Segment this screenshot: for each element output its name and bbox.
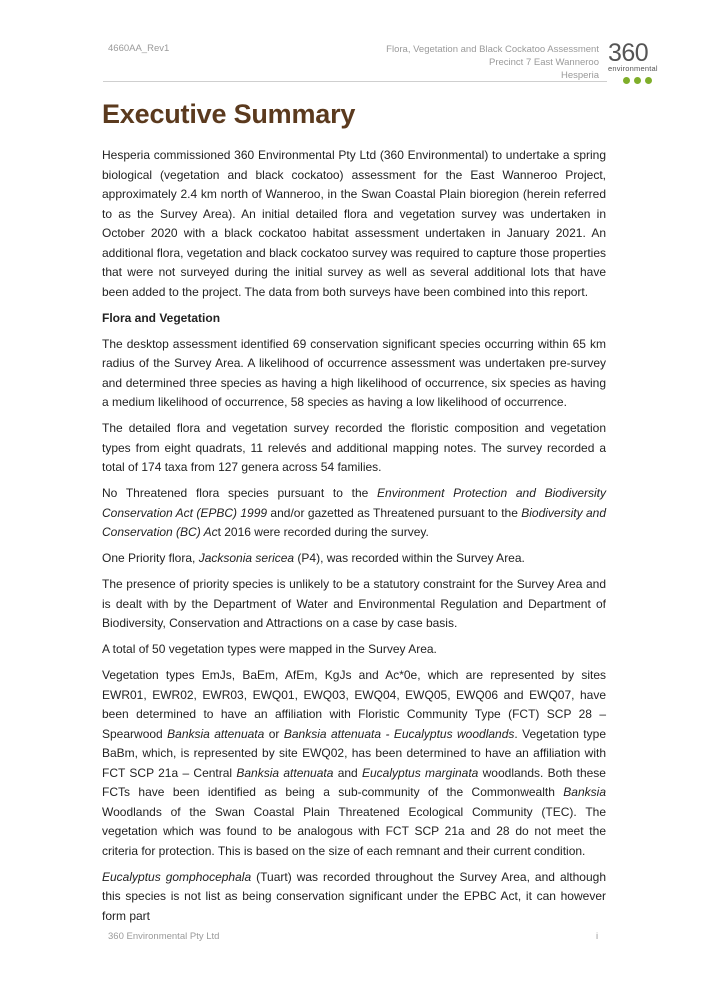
text-run: No Threatened flora species pursuant to the	[102, 486, 378, 500]
paragraph: Hesperia commissioned 360 Environmental Pty Ltd (360 Environmental) to undertake a spring biological (vegetation and black cockatoo) assessment for the East Wanneroo Project, approximately 2.4 km north of Wanneroo, in the Swan Coastal Plain bioregion (herein referred to as the Survey Area). An initial detailed flora and vegetation survey was undertaken in October 2020 with a black cockatoo habitat assessment undertaken in January 2021. An additional flora, vegetation and black cockatoo survey was required to capture those properties that were not surveyed during the initial survey as well as several additional lots that have been added to the project. The data from both surveys have been combined into this report.	[102, 148, 606, 299]
text-run: t 2016 were recorded during the survey.	[217, 525, 429, 539]
footer-company: 360 Environmental Pty Ltd	[108, 931, 220, 942]
paragraph	[102, 868, 606, 927]
text-run: woodlands. Both these FCTs have been identified as being a sub-community of the Commonwealth	[102, 765, 606, 799]
paragraph	[102, 666, 606, 861]
document-title-block	[299, 43, 599, 82]
section-heading: Flora and Vegetation	[102, 310, 221, 325]
species-name: Eucalyptus gomphocephala	[102, 869, 252, 884]
paragraph	[102, 484, 606, 543]
species-name: Jacksonia sericea	[198, 551, 295, 565]
italic-text: Biodiversity and Conservation (BC) Ac	[102, 505, 606, 539]
paragraph: The detailed flora and vegetation survey recorded the floristic composition and vegetation types from eight quadrats, 11 relevés and additional mapping notes. The survey recorded a total of 174 taxa from 127 genera across 54 families.	[102, 421, 606, 474]
species-name: Banksia attenuata	[236, 765, 334, 780]
text-run: Woodlands of the Swan Coastal Plain Threatened Ecological Community (TEC). The vegetation which was found to be analogous with FCT SCP 21a and 28 do not meet the criteria for protection. This is based on the size of each remnant and their current condition.	[102, 804, 606, 858]
page-number: i	[596, 931, 599, 942]
logo-number: 360	[608, 39, 649, 67]
paragraph	[102, 549, 606, 569]
company-logo	[608, 41, 674, 81]
document-title-line: Flora, Vegetation and Black Cockatoo Assessment	[386, 44, 599, 55]
paragraph: The desktop assessment identified 69 conservation significant species occurring within 65 km radius of the Survey Area. A likelihood of occurrence assessment was undertaken pre-survey and determined three species as having a high likelihood of occurrence, six species as having a medium likelihood of occurrence, 58 species as having a low likelihood of occurrence.	[102, 336, 606, 409]
paragraph: The presence of priority species is unlikely to be a statutory constraint for the Survey Area and is dealt with by the Department of Water and Environmental Regulation and Department of Biodiversity, Conservation and Attractions on a case by case basis.	[102, 577, 606, 630]
text-run: . Vegetation type BaBm, which, is represented by site EWQ02, has been determined to have an affiliation with FCT SCP 21a – Central	[102, 726, 606, 780]
text-run: and/or gazetted as Threatened pursuant to the	[267, 505, 522, 520]
document-body	[102, 146, 606, 933]
species-name: Banksia attenuata	[167, 726, 265, 741]
page-title: Executive Summary	[102, 99, 356, 129]
text-run: and	[333, 765, 362, 780]
italic-text: Environment Protection and Biodiversity Conservation Act (EPBC) 1999	[102, 486, 606, 520]
document-reference: 4660AA_Rev1	[108, 43, 170, 54]
document-title-line: Hesperia	[560, 70, 599, 81]
species-name: Eucalyptus marginata	[362, 765, 479, 780]
text-run: One Priority flora,	[102, 551, 199, 565]
text-run: (Tuart) was recorded throughout the Survey Area, and although this species is not list as being conservation significant under the EPBC Act, it can however form part	[102, 869, 606, 923]
species-name: Banksia attenuata - Eucalyptus woodlands	[283, 726, 515, 741]
document-title-line: Precinct 7 East Wanneroo	[488, 57, 599, 68]
text-run: Vegetation types EmJs, BaEm, AfEm, KgJs and Ac*0e, which are represented by sites EWR01, EWR02, EWR03, EWQ01, EWQ03, EWQ04, EWQ05, EWQ06 and EWQ07, have been determined to have an affiliation with Floristic Community Type (FCT) SCP 28 – Spearwood	[102, 668, 606, 741]
header-divider	[103, 81, 607, 82]
text-run: or	[264, 726, 284, 741]
species-name: Banksia	[563, 785, 606, 799]
logo-dots-icon	[623, 71, 656, 89]
logo-wordmark: environmental	[608, 64, 658, 73]
text-run: (P4), was recorded within the Survey Area.	[294, 551, 525, 565]
paragraph: A total of 50 vegetation types were mapped in the Survey Area.	[102, 642, 437, 656]
